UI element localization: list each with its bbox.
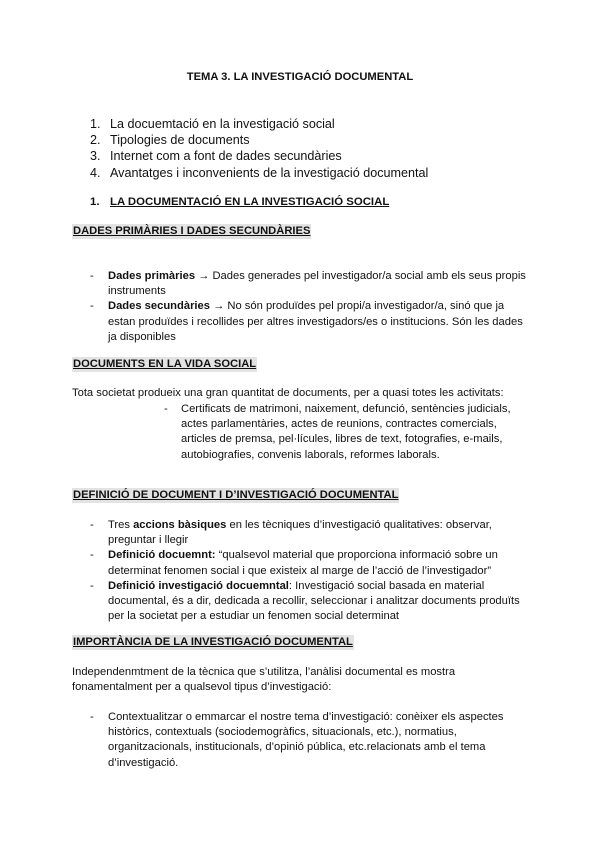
- section-heading-1: 1. LA DOCUMENTACIÓ EN LA INVESTIGACIÓ SOCIAL: [90, 196, 390, 208]
- importancia-list: [90, 710, 530, 771]
- documents-list: [164, 402, 524, 463]
- definicio-list: [90, 518, 530, 624]
- documents-intro: Tota societat produeix una gran quantitat de documents, per a quasi totes les activitats:: [72, 387, 504, 399]
- toc-item: 2. Tipologies de documents: [90, 133, 250, 148]
- list-item: - Dades secundàries → No són produïdes pel propi/a investigador/a, sinó que ja estan produïdes i recollides per altres investigadors/es o institucions. Són les dades ja disponibles: [90, 299, 530, 345]
- dades-list: [90, 269, 530, 345]
- heading-documents: DOCUMENTS EN LA VIDA SOCIAL: [72, 357, 257, 372]
- list-item: - Definició docuemnt: “qualsevol material que proporciona informació sobre un determinat fenomen social i que existeix al marge de l’acció de l’investigador”: [90, 548, 530, 578]
- list-item: - Contextualitzar o emmarcar el nostre tema d’investigació: conèixer els aspectes històrics, contextuals (sociodemogràfics, situacionals, etc.), normatius, organitzacionals, institucionals, d’opinió pública, etc.relacionats amb el tema d’investigació.: [90, 710, 530, 771]
- list-item: - Tres accions bàsiques en les tècniques d’investigació qualitatives: observar, preguntar i llegir: [90, 518, 530, 548]
- heading-dades: DADES PRIMÀRIES I DADES SECUNDÀRIES: [72, 224, 311, 239]
- importancia-intro: Independenmtment de la tècnica que s’utilitza, l’anàlisi documental es mostra fonamentalment per a qualsevol tipus d’investigació:: [72, 666, 456, 694]
- toc-item: 1. La docuemtació en la investigació social: [90, 117, 335, 131]
- list-item: - Dades primàries → Dades generades pel investigador/a social amb els seus propis instruments: [90, 269, 530, 299]
- heading-definicio: DEFINICIÓ DE DOCUMENT I D’INVESTIGACIÓ DOCUMENTAL: [72, 488, 399, 503]
- table-of-contents: [90, 116, 428, 181]
- page-title: TEMA 3. LA INVESTIGACIÓ DOCUMENTAL: [186, 71, 414, 83]
- list-item: - Certificats de matrimoni, naixement, defunció, sentències judicials, actes parlamentàries, actes de reunions, contractes comercials, articles de premsa, pel·lícules, libres de text, fotografies, e-mails, autobiografies, convenis laborals, reformes laborals.: [164, 402, 524, 463]
- heading-importancia: IMPORTÀNCIA DE LA INVESTIGACIÓ DOCUMENTAL: [72, 635, 354, 650]
- toc-item: 4. Avantatges i inconvenients de la investigació documental: [90, 165, 429, 180]
- toc-item: 3. Internet com a font de dades secundàries: [90, 149, 342, 164]
- list-item: - Definició investigació docuemntal: Investigació social basada en material documental, és a dir, dedicada a recollir, seleccionar i analitzar documents produïts per la societat per a estudiar un fenomen social determinat: [90, 579, 530, 625]
